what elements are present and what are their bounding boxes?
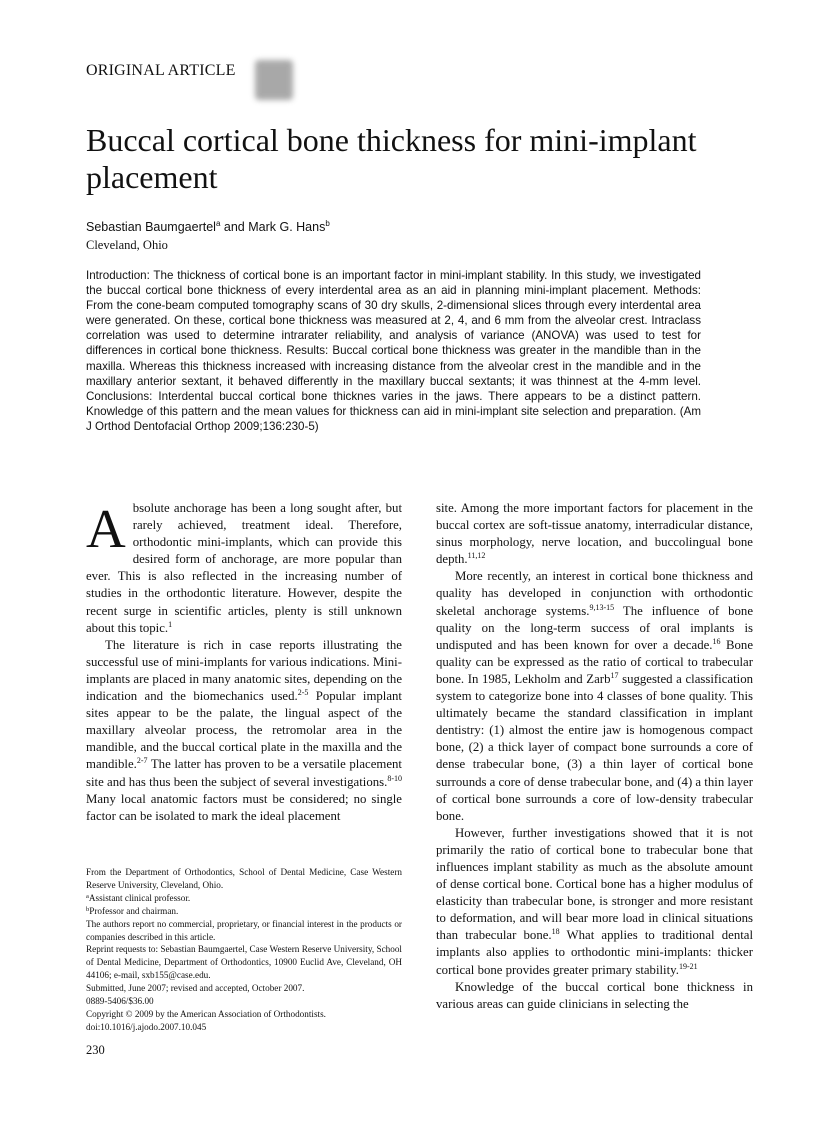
footnote-affiliation: From the Department of Orthodontics, School of Dental Medicine, Case Western Reserve University, Cleveland, Ohio.	[86, 867, 402, 890]
footnote-b: $^b$Professor and chairman.	[86, 905, 179, 916]
citation-ref: 18	[551, 927, 560, 937]
footnote-submitted: Submitted, June 2007; revised and accepted, October 2007.	[86, 983, 305, 994]
author-connector: and	[220, 220, 249, 234]
footnote-disclosure: The authors report no commercial, proprietary, or financial interest in the products or companies described in this article.	[86, 918, 402, 942]
footnotes	[86, 866, 402, 1034]
citation-ref: 8-10	[387, 773, 402, 783]
citation-ref: 2-5	[297, 688, 309, 698]
footnote-doi[interactable]: doi:10.1016/j.ajodo.2007.10.045	[86, 1021, 207, 1032]
journal-logo-image	[255, 60, 293, 100]
body-column-left	[86, 500, 402, 825]
abstract: Introduction: The thickness of cortical bone is an important factor in mini-implant stability. In this study, we investigated the buccal cortical bone thickness of every interdental area as an aid in planning mini-implant placement. Methods: From the cone-beam computed tomography scans of 30 dry skulls, 2-dimensional slices through every interdental area were generated. On these, cortical bone thickness was measured at 2, 4, and 6 mm from the alveolar crest. Intraclass correlation was used to determine intrarater reliability, and analysis of variance (ANOVA) was used to test for differences in cortical bone thickness. Results: Buccal cortical bone thickness was greater in the mandible than in the maxilla. Whereas this thickness increased with increasing distance from the alveolar crest in the mandible and in the maxillary anterior sextant, it behaved differently in the maxillary buccal sextants; it was thinnest at the 4-mm level. Conclusions: Interdental buccal cortical bone thicknes varies in the jaws. There appears to be a distinct pattern. Knowledge of this pattern and the mean values for thickness can aid in mini-implant site selection and preparation. (Am J Orthod Dentofacial Orthop 2009;136:230-5)	[86, 269, 701, 433]
affiliation-mark: a	[215, 219, 221, 228]
body-paragraph: Absolute anchorage has been a long sought after, but rarely achieved, treatment ideal. Therefore, orthodontic mini-implants, which can provide this desired form of anchorage, are more popular than ever. This is also reflected in the increasing number of studies in the orthodontic literature. However, despite the recent surge in scientific articles, plenty is still unknown about this topic.$^1$	[86, 498, 402, 635]
citation-ref: 2-7	[136, 756, 148, 766]
body-paragraph: However, further investigations showed that it is not primarily the ratio of cortical bone to trabecular bone that influences implant stability as much as the absolute amount of dense cortical bone. Cortical bone has a higher modulus of elasticity than trabecular bone, is stronger and more resistant to deformation, and will bear more load in clinical situations than trabecular bone.$^{18}$ What applies to traditional dental implants also applies to orthodontic mini-implants: thicker cortical bone provides greater primary stability.$^{19-21}$	[436, 825, 754, 977]
article-title: Buccal cortical bone thickness for mini-implant placement	[86, 122, 697, 195]
citation-ref: 11,12	[467, 551, 486, 561]
footnote-reprint: Reprint requests to: Sebastian Baumgaertel, Case Western Reserve University, School of Dental Medicine, Department of Orthodontics, 10900 Euclid Ave, Cleveland, OH 44106; e-mail, sxb155@case.edu.	[86, 944, 402, 981]
citation-ref: 9,13-15	[589, 602, 615, 612]
body-paragraph: More recently, an interest in cortical bone thickness and quality has developed in conjunction with orthodontic skeletal anchorage systems.$^{9,13-15}$ The influence of bone quality on the long-term success of oral implants is undisputed and has been known for over a decade.$^{16}$ Bone quality can be expressed as the ratio of cortical to trabecular bone. In 1985, Lekholm and Zarb$^{17}$ suggested a classification system to categorize bone into 4 classes of bone quality. This ultimately became the standard classification in implant dentistry: (1) almost the entire jaw is homogenous compact bone, (2) a thick layer of compact bone surrounds a core of dense trabecular bone, (3) a thin layer of cortical bone surrounds a core of dense trabecular bone, and (4) a thin layer of cortical bone surrounds a core of low-density trabecular bone.	[436, 569, 753, 823]
drop-cap: A	[86, 498, 126, 559]
author-location: Cleveland, Ohio	[86, 238, 168, 252]
author-name: Mark G. Hans	[248, 220, 326, 234]
citation-ref: 16	[712, 636, 721, 646]
affiliation-mark: b	[325, 219, 330, 228]
body-paragraph: site. Among the more important factors for placement in the buccal cortex are soft-tissue anatomy, interradicular distance, sinus morphology, nerve location, and buccolingual bone depth.$^{11,12}$	[436, 501, 753, 567]
body-paragraph: Knowledge of the buccal cortical bone thickness in various areas can guide clinicians in selecting the	[436, 979, 753, 1011]
footnote-price: 0889-5406/$36.00	[86, 996, 154, 1007]
section-label: ORIGINAL ARTICLE	[86, 62, 236, 79]
page-number: 230	[86, 1043, 105, 1057]
footnote-copyright: Copyright © 2009 by the American Association of Orthodontists.	[86, 1008, 326, 1019]
citation-ref: 19-21	[678, 961, 698, 971]
author-name: Sebastian Baumgaertel	[86, 220, 216, 234]
citation-ref: 1	[168, 619, 173, 629]
body-column-right	[436, 500, 753, 1013]
body-paragraph: The literature is rich in case reports illustrating the successful use of mini-implants for various indications. Mini-implants are placed in many anatomic sites, depending on the indication and the biomechanics used.$^{2-5}$ Popular implant sites appear to be the palate, the lingual aspect of the maxillary alveolar process, the retromolar area in the mandible, and the buccal cortical plate in the maxilla and the mandible.$^{2-7}$ The latter has proven to be a versatile placement site and has thus been the subject of several investigations.$^{8-10}$ Many local anatomic factors must be considered; no single factor can be isolated to mark the ideal placement	[86, 637, 402, 823]
footnote-a: $^a$Assistant clinical professor.	[86, 892, 191, 903]
authors-line	[86, 220, 330, 234]
citation-ref: 17	[610, 670, 619, 680]
